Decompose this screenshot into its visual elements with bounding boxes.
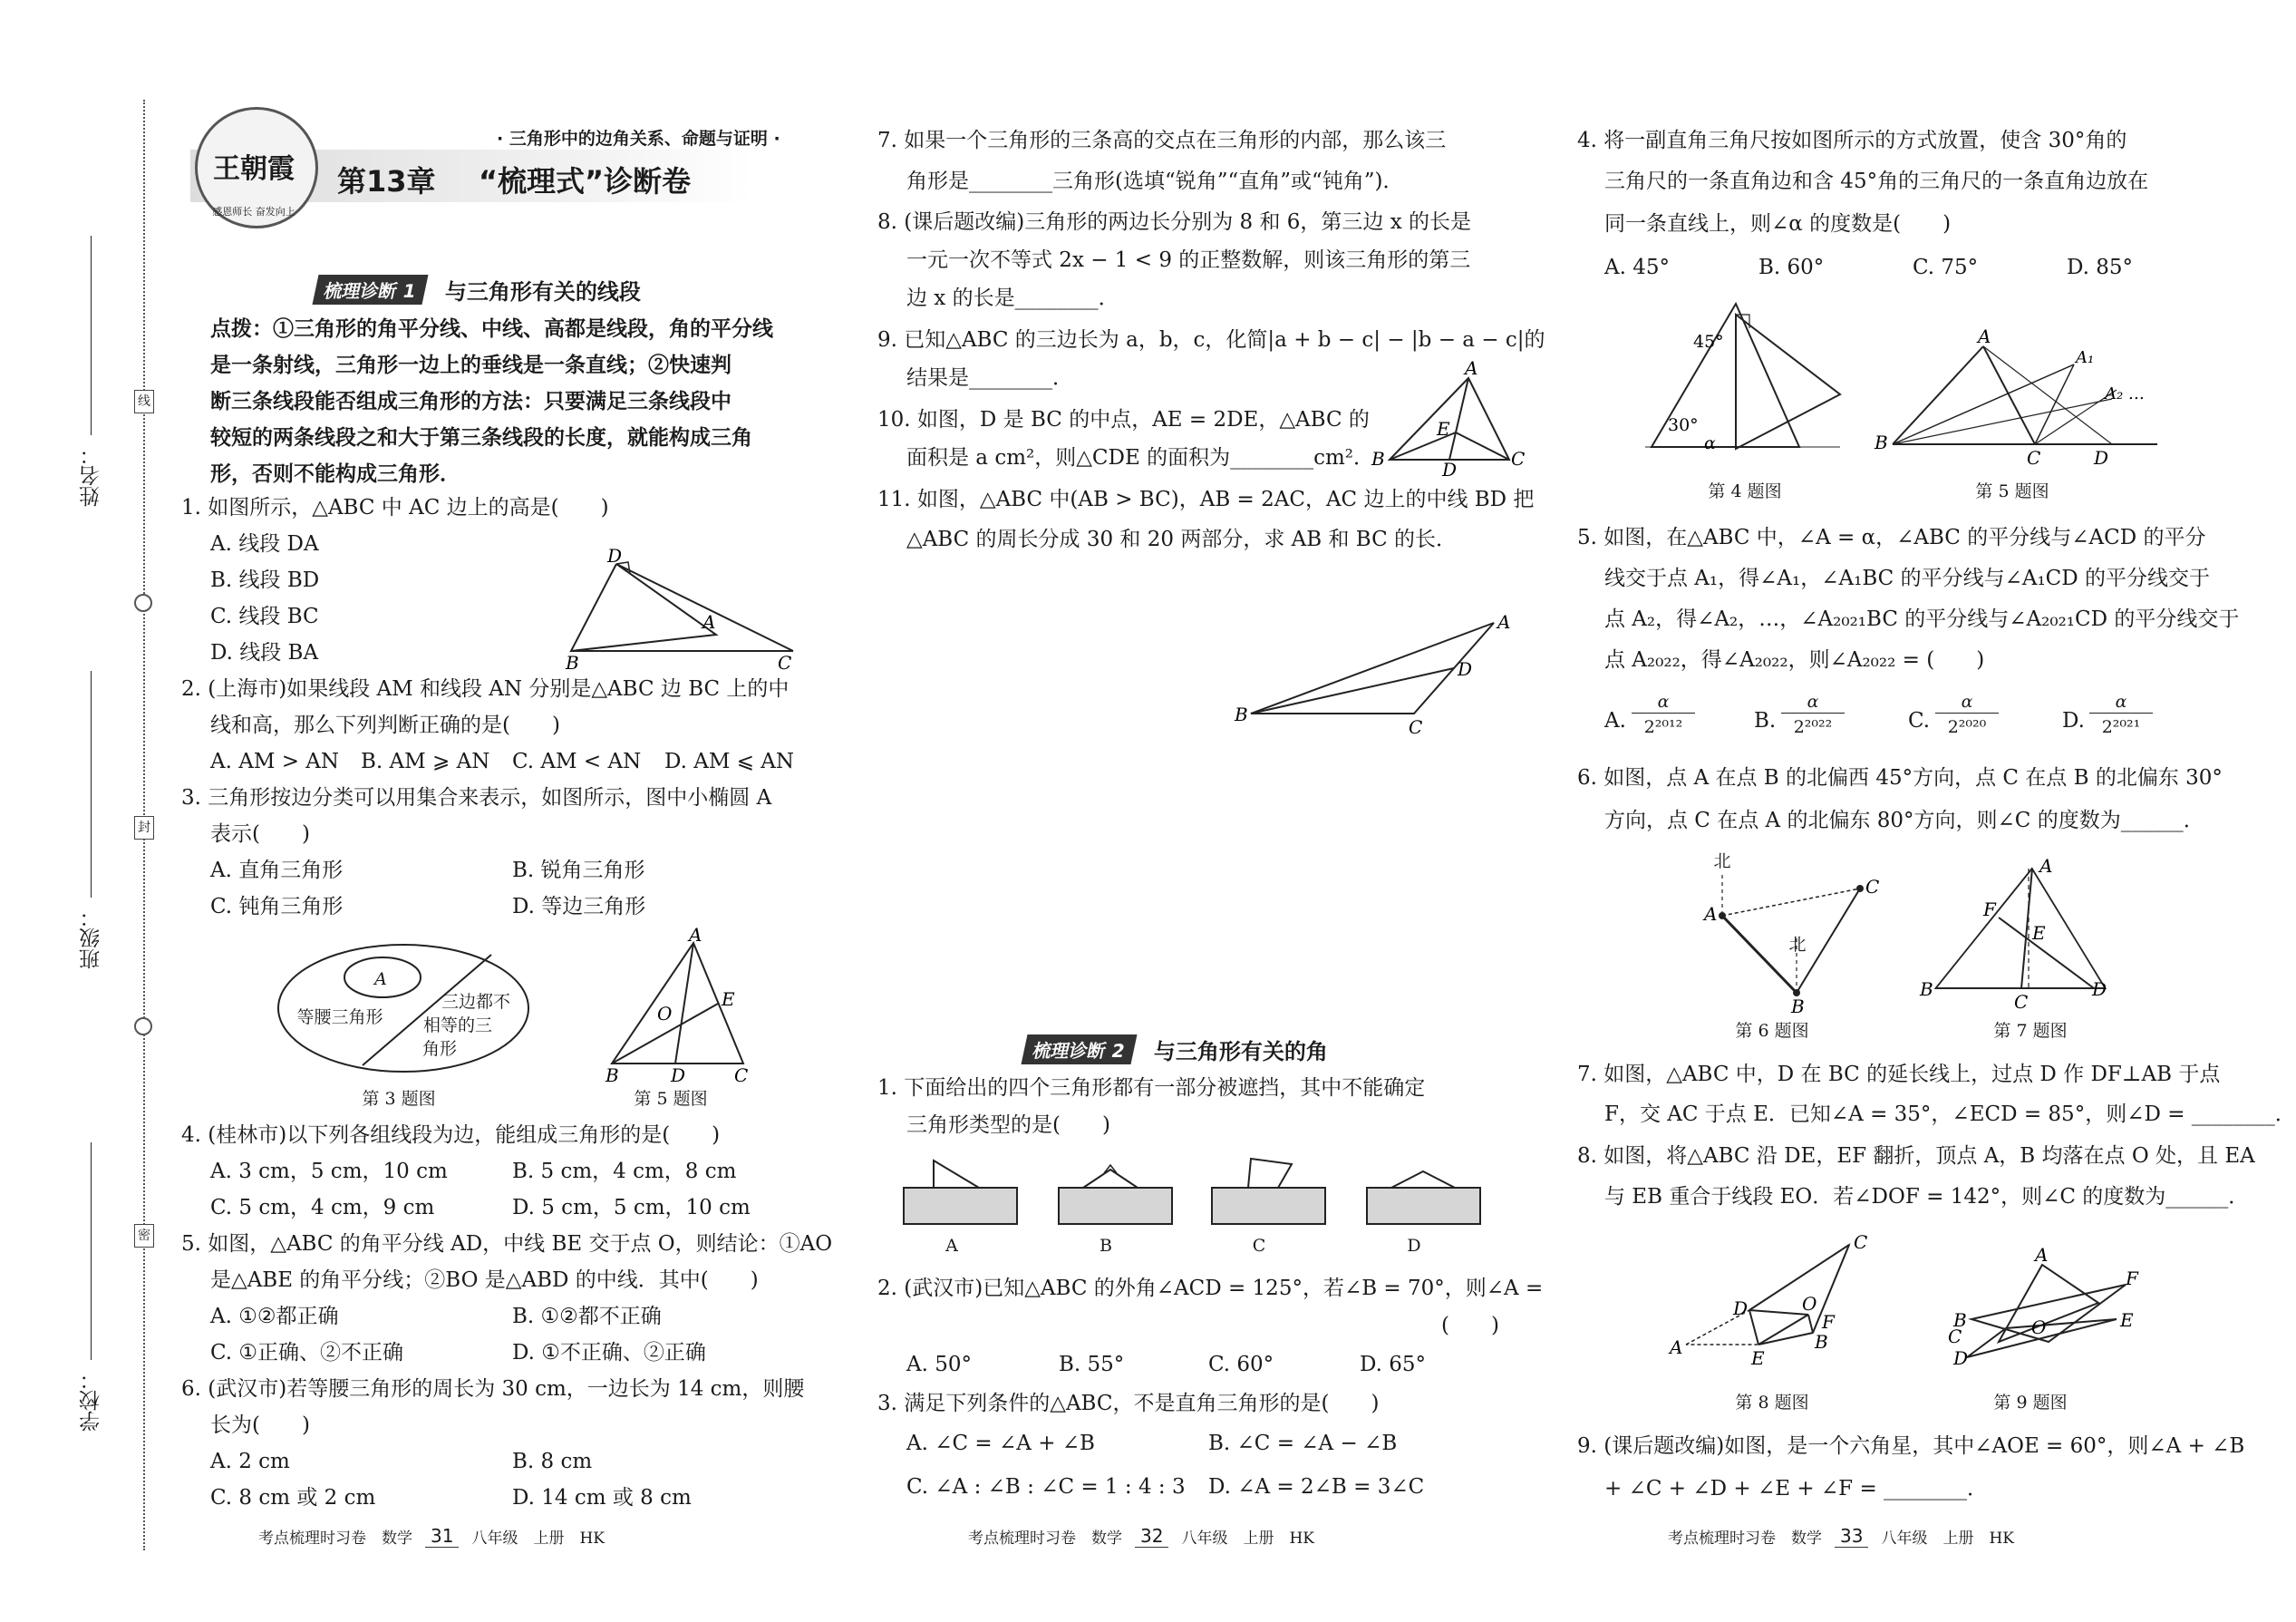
r4-option-b[interactable]: B. 60° — [1758, 256, 1825, 279]
fig3-label-a: A — [374, 969, 387, 989]
svg-text:B: B — [1953, 1309, 1967, 1331]
svg-text:D: D — [1458, 658, 1473, 680]
q2-line2: 线和高，那么下列判断正确的是( ) — [210, 714, 560, 737]
s2q1-line2: 三角形类型的是( ) — [906, 1113, 1110, 1137]
s2q2-option-a[interactable]: A. 50° — [906, 1353, 972, 1376]
svg-text:A: A — [1704, 903, 1718, 925]
r9-line2: + ∠C + ∠D + ∠E + ∠F = ________． — [1604, 1477, 1989, 1501]
r5-num: α — [1781, 691, 1845, 714]
fig6-bearing — [1686, 848, 1885, 1015]
page-number: 33 — [1835, 1525, 1868, 1548]
svg-text:A: A — [1978, 325, 1991, 347]
svg-text:A: A — [1670, 1336, 1683, 1358]
svg-text:F: F — [1822, 1311, 1835, 1333]
s2q3-option-d[interactable]: D. ∠A = 2∠B = 3∠C — [1208, 1475, 1425, 1499]
tip-line: 较短的两条线段之和大于第三条线段的长度，就能构成三角 — [210, 425, 752, 450]
q1-option-c[interactable]: C. 线段 BC — [210, 605, 319, 628]
svg-text:A₁: A₁ — [2076, 348, 2095, 367]
r5-num: α — [1935, 691, 1999, 714]
svg-text:E: E — [722, 988, 735, 1010]
fig3-label-iso: 等腰三角形 — [296, 1007, 383, 1027]
q3-option-d[interactable]: D. 等边三角形 — [512, 895, 646, 918]
s2q2-line1: 2. (武汉市)已知△ABC 的外角∠ACD = 125°，若∠B = 70°，则∠A = — [877, 1277, 1544, 1300]
school-label: 学校： — [80, 1369, 103, 1432]
svg-text:D: D — [607, 545, 623, 567]
footer-right: 八年级 上册 HK — [1181, 1530, 1314, 1548]
section-title: 与三角形有关的线段 — [444, 279, 641, 305]
page-number: 32 — [1135, 1525, 1168, 1548]
svg-text:F: F — [2126, 1267, 2138, 1289]
q8-line1: 8. (课后题改编)三角形的两边长分别为 8 和 6，第三边 x 的长是 — [877, 210, 1471, 234]
svg-text:A₂ …: A₂ … — [2105, 384, 2145, 403]
svg-text:30°: 30° — [1668, 415, 1699, 435]
r5-den-b: 2²⁰²² — [1793, 717, 1833, 737]
tip-line: 是一条射线，三角形一边上的垂线是一条直线；②快速判 — [210, 353, 731, 377]
q6-option-a[interactable]: A. 2 cm — [210, 1450, 290, 1473]
page-title: “梳理式”诊断卷 — [479, 164, 692, 199]
binding-hole-icon — [134, 594, 152, 612]
r7-line2: F，交 AC 于点 E．已知∠A = 35°，∠ECD = 85°，则∠D = ________． — [1604, 1102, 2296, 1126]
svg-text:C: C — [2027, 447, 2041, 469]
r4-line2: 三角尺的一条直角边和含 45°角的三角尺的一条直角边放在 — [1604, 170, 2149, 193]
r6-line1: 6. 如图，点 A 在点 B 的北偏西 45°方向，点 C 在点 B 的北偏东 30° — [1577, 766, 2223, 790]
svg-text:A: A — [689, 924, 702, 946]
fig5-left-caption: 第 5 题图 — [634, 1089, 708, 1109]
s2q3-stem: 3. 满足下列条件的△ABC，不是直角三角形的是( ) — [877, 1392, 1380, 1415]
fig9-hexagram — [1944, 1244, 2144, 1374]
q3-option-b[interactable]: B. 锐角三角形 — [512, 859, 645, 882]
s2q3-option-c[interactable]: C. ∠A : ∠B : ∠C = 1 : 4 : 3 — [906, 1475, 1186, 1499]
page-number: 31 — [425, 1525, 459, 1548]
q11-figure — [1233, 603, 1523, 739]
q6-line1: 6. (武汉市)若等腰三角形的周长为 30 cm，一边长为 14 cm，则腰 — [181, 1377, 805, 1401]
q9-line1: 9. 已知△ABC 的三边长为 a，b，c，化简|a + b − c| − |b − a − c|的 — [877, 328, 1545, 352]
q2-line1: 2. (上海市)如果线段 AM 和线段 AN 分别是△ABC 边 BC 上的中 — [181, 677, 790, 701]
binding-hole-icon — [134, 1017, 152, 1035]
header-topics: · 三角形中的边角关系、命题与证明 · — [497, 129, 780, 149]
fig8-caption: 第 8 题图 — [1735, 1393, 1809, 1413]
svg-text:C: C — [1948, 1326, 1962, 1347]
s2q1-label-b[interactable]: B — [1100, 1236, 1112, 1256]
svg-text:F: F — [1983, 898, 1996, 920]
r5-den-d: 2²⁰²¹ — [2101, 717, 2141, 737]
footer-left: 考点梳理时习卷 数学 — [258, 1530, 412, 1548]
r5-line4: 点 A₂₀₂₂，得∠A₂₀₂₂，则∠A₂₀₂₂ = ( ) — [1604, 648, 1985, 672]
fig5-right-caption: 第 5 题图 — [1975, 481, 2049, 501]
svg-text:α: α — [1704, 433, 1716, 453]
svg-text:C: C — [1854, 1231, 1868, 1253]
q4-option-c[interactable]: C. 5 cm，4 cm，9 cm — [210, 1196, 435, 1219]
q1-option-a[interactable]: A. 线段 DA — [210, 532, 319, 556]
q4-option-a[interactable]: A. 3 cm，5 cm，10 cm — [210, 1160, 448, 1183]
fig3-caption: 第 3 题图 — [362, 1089, 436, 1109]
q2-option-b[interactable]: B. AM ⩾ AN — [361, 750, 490, 773]
svg-text:C: C — [2014, 991, 2029, 1013]
svg-text:D: D — [1733, 1297, 1749, 1319]
r4-option-c[interactable]: C. 75° — [1913, 256, 1979, 279]
tip-line: 形，否则不能构成三角形． — [210, 461, 460, 486]
r7-line1: 7. 如图，△ABC 中，D 在 BC 的延长线上，过点 D 作 DF⊥AB 于点 — [1577, 1063, 2221, 1086]
r5-line1: 5. 如图，在△ABC 中，∠A = α，∠ABC 的平分线与∠ACD 的平分 — [1577, 526, 2206, 549]
fig8-figure — [1668, 1229, 1885, 1369]
q3-line2: 表示( ) — [210, 822, 310, 846]
r5-option-c[interactable]: C. — [1908, 709, 1931, 733]
s2q2-option-c[interactable]: C. 60° — [1208, 1353, 1274, 1376]
footer-right: 八年级 上册 HK — [1881, 1530, 2014, 1548]
svg-text:E: E — [1437, 418, 1450, 440]
svg-text:B: B — [605, 1064, 619, 1086]
q2-option-d[interactable]: D. AM ⩽ AN — [664, 750, 795, 773]
svg-text:D: D — [671, 1064, 686, 1086]
svg-text:45°: 45° — [1693, 332, 1724, 352]
q4-option-b[interactable]: B. 5 cm，4 cm，8 cm — [512, 1160, 737, 1183]
q8-line3: 边 x 的长是________． — [906, 287, 1119, 310]
q10-line2: 面积是 a cm²，则△CDE 的面积为________cm²． — [906, 446, 1374, 470]
section-2-header — [1024, 1034, 1328, 1065]
svg-text:B: B — [1920, 978, 1933, 1000]
svg-text:C: C — [734, 1064, 749, 1086]
q1-stem: 1. 如图所示，△ABC 中 AC 边上的高是( ) — [181, 496, 609, 520]
q2-option-a[interactable]: A. AM > AN — [210, 750, 340, 773]
footer-right: 八年级 上册 HK — [471, 1530, 605, 1548]
fig6-north-a: 北 — [1713, 851, 1731, 871]
r5-line2: 线交于点 A₁，得∠A₁，∠A₁BC 的平分线与∠A₁CD 的平分线交于 — [1604, 567, 2211, 590]
q10-figure — [1364, 357, 1526, 481]
footer-page-31 — [258, 1525, 605, 1548]
s2q1-label-a[interactable]: A — [945, 1236, 958, 1256]
r4-option-d[interactable]: D. 85° — [2067, 256, 2134, 279]
svg-text:E: E — [2120, 1309, 2134, 1331]
s2q2-option-d[interactable]: D. 65° — [1360, 1353, 1427, 1376]
svg-text:D: D — [1953, 1347, 1969, 1369]
footer-left: 考点梳理时习卷 数学 — [1668, 1530, 1822, 1548]
svg-text:A: A — [1465, 357, 1478, 379]
s2q1-line1: 1. 下面给出的四个三角形都有一部分被遮挡，其中不能确定 — [877, 1076, 1426, 1100]
logo-text: 王朝霞 — [213, 153, 295, 185]
s2q1-label-c[interactable]: C — [1252, 1236, 1266, 1256]
q5-option-b[interactable]: B. ①②都不正确 — [512, 1305, 662, 1328]
q6-option-b[interactable]: B. 8 cm — [512, 1450, 593, 1473]
q1-option-d[interactable]: D. 线段 BA — [210, 641, 319, 665]
s2q1-label-d[interactable]: D — [1407, 1236, 1421, 1256]
svg-text:C: C — [1511, 448, 1526, 470]
svg-text:E: E — [1751, 1347, 1765, 1369]
seal-mark-seal: 封 — [134, 816, 154, 840]
fig6-north-b: 北 — [1788, 935, 1807, 955]
svg-text:O: O — [2031, 1316, 2047, 1338]
svg-text:D: D — [2094, 447, 2109, 469]
class-label: 班级： — [80, 907, 103, 969]
r6-line2: 方向，点 C 在点 A 的北偏东 80°方向，则∠C 的度数为______． — [1604, 809, 2204, 832]
footer-left: 考点梳理时习卷 数学 — [968, 1530, 1122, 1548]
q3-option-c[interactable]: C. 钝角三角形 — [210, 895, 344, 918]
section-tag: 梳理诊断 1 — [312, 275, 428, 305]
section-tag: 梳理诊断 2 — [1021, 1034, 1137, 1064]
fig7-caption: 第 7 题图 — [1993, 1021, 2068, 1041]
q6-option-c[interactable]: C. 8 cm 或 2 cm — [210, 1486, 376, 1510]
fig9-caption: 第 9 题图 — [1993, 1393, 2068, 1413]
svg-text:C: C — [778, 652, 792, 674]
svg-text:C: C — [1865, 876, 1880, 898]
q5-option-a[interactable]: A. ①②都正确 — [210, 1305, 339, 1328]
section-1-header — [315, 274, 641, 306]
name-blank[interactable] — [91, 236, 92, 435]
seal-mark-line: 线 — [134, 390, 154, 413]
q7-line1: 7. 如果一个三角形的三条高的交点在三角形的内部，那么该三 — [877, 129, 1447, 152]
fig4-set-squares — [1632, 295, 1858, 467]
svg-text:A: A — [2035, 1244, 2049, 1266]
q5-line1: 5. 如图，△ABC 的角平分线 AD，中线 BE 交于点 O，则结论：①AO — [181, 1232, 833, 1256]
r5-option-b[interactable]: B. — [1754, 709, 1777, 733]
q5-option-d[interactable]: D. ①不正确、②正确 — [512, 1341, 706, 1365]
q9-line2: 结果是________． — [906, 366, 1073, 390]
r4-line3: 同一条直线上，则∠α 的度数是( ) — [1604, 212, 1952, 236]
r4-option-a[interactable]: A. 45° — [1604, 256, 1670, 279]
seal-mark-mi: 密 — [134, 1224, 154, 1248]
q3-line1: 3. 三角形按边分类可以用集合来表示，如图所示，图中小椭圆 A — [181, 786, 772, 810]
svg-text:A: A — [1497, 611, 1511, 633]
svg-text:O: O — [1802, 1293, 1817, 1315]
s2q2-option-b[interactable]: B. 55° — [1059, 1353, 1125, 1376]
fig3-label-scalene: 三边都不 — [441, 992, 510, 1012]
q7-line2: 角形是________三角形(选填“锐角”“直角”或“钝角”)． — [906, 170, 1404, 193]
svg-text:D: D — [1442, 459, 1458, 481]
svg-text:A: A — [2039, 855, 2053, 877]
q10-line1: 10. 如图，D 是 BC 的中点，AE = 2DE，△ABC 的 — [877, 408, 1370, 432]
svg-text:B: B — [566, 652, 579, 674]
section-title: 与三角形有关的角 — [1153, 1039, 1328, 1064]
svg-text:B: B — [1875, 432, 1888, 453]
tip-line: 点拨：①三角形的角平分线、中线、高都是线段，角的平分线 — [210, 316, 773, 341]
chapter-number: 第13章 — [337, 164, 436, 199]
q6-option-d[interactable]: D. 14 cm 或 8 cm — [512, 1486, 692, 1510]
fig6-caption: 第 6 题图 — [1735, 1021, 1809, 1041]
svg-text:B: B — [1791, 996, 1805, 1017]
q11-line1: 11. 如图，△ABC 中(AB > BC)，AB = 2AC，AC 边上的中线 BD 把 — [877, 488, 1535, 511]
svg-text:A: A — [702, 611, 716, 633]
r5-num: α — [1632, 691, 1695, 714]
fig7-figure — [1913, 855, 2112, 1015]
logo-sub: 感恩师长 奋发向上 — [212, 206, 295, 218]
fig5-left-figure — [598, 924, 761, 1086]
svg-text:O: O — [657, 1003, 673, 1025]
school-blank[interactable] — [91, 1142, 92, 1360]
q11-line2: △ABC 的周长分成 30 和 20 两部分，求 AB 和 BC 的长． — [906, 528, 1457, 551]
q5-line2: 是△ABE 的角平分线；②BO 是△ABD 的中线．其中( ) — [210, 1268, 759, 1292]
fig3-label-scalene: 相等的三 — [422, 1015, 492, 1035]
r5-den-c: 2²⁰²⁰ — [1947, 717, 1987, 737]
class-blank[interactable] — [91, 671, 92, 898]
tip-line: 断三条线段能否组成三角形的方法：只要满足三条线段中 — [210, 389, 731, 413]
r5-option-d[interactable]: D. — [2062, 709, 2085, 733]
svg-text:E: E — [2032, 922, 2046, 944]
svg-text:B: B — [1815, 1331, 1828, 1353]
r5-line3: 点 A₂，得∠A₂，…，∠A₂₀₂₁BC 的平分线与∠A₂₀₂₁CD 的平分线交于 — [1604, 607, 2240, 631]
r9-line1: 9. (课后题改编)如图，是一个六角星，其中∠AOE = 60°，则∠A + ∠B — [1577, 1434, 2245, 1458]
s2q2-paren: ( ) — [1441, 1314, 1499, 1337]
svg-text:B: B — [1235, 704, 1248, 725]
s2q3-option-a[interactable]: A. ∠C = ∠A + ∠B — [906, 1432, 1095, 1455]
r8-line2: 与 EB 重合于线段 EO．若∠DOF = 142°，则∠C 的度数为______． — [1604, 1185, 2250, 1209]
fig5-right-figure — [1867, 325, 2166, 469]
footer-page-32 — [968, 1525, 1314, 1548]
q1-option-b[interactable]: B. 线段 BD — [210, 568, 320, 592]
name-label: 姓名： — [80, 444, 103, 507]
fig4-caption: 第 4 题图 — [1708, 481, 1782, 501]
svg-text:D: D — [2092, 978, 2107, 1000]
q4-option-d[interactable]: D. 5 cm，5 cm，10 cm — [512, 1196, 751, 1219]
fig3-label-scalene: 角形 — [421, 1039, 457, 1059]
q6-line2: 长为( ) — [210, 1413, 310, 1437]
r8-line1: 8. 如图，将△ABC 沿 DE，EF 翻折，顶点 A，B 均落在点 O 处，且 EA — [1577, 1144, 2255, 1168]
q3-option-a[interactable]: A. 直角三角形 — [210, 859, 344, 882]
q2-option-c[interactable]: C. AM < AN — [512, 750, 642, 773]
footer-page-33 — [1668, 1525, 2014, 1548]
r5-option-a[interactable]: A. — [1604, 709, 1626, 733]
s2q3-option-b[interactable]: B. ∠C = ∠A − ∠B — [1208, 1432, 1398, 1455]
svg-text:B: B — [1371, 448, 1385, 470]
r4-line1: 4. 将一副直角三角尺按如图所示的方式放置，使含 30°角的 — [1577, 129, 2127, 152]
svg-text:C: C — [1409, 716, 1423, 738]
q4-stem: 4. (桂林市)以下列各组线段为边，能组成三角形的是( ) — [181, 1123, 721, 1147]
q1-figure — [553, 544, 816, 674]
q8-line2: 一元一次不等式 2x − 1 < 9 的正整数解，则该三角形的第三 — [906, 248, 1471, 272]
r5-den-a: 2²⁰¹² — [1643, 717, 1683, 737]
r5-num: α — [2089, 691, 2153, 714]
s2q1-figures — [893, 1151, 1491, 1233]
q5-option-c[interactable]: C. ①正确、②不正确 — [210, 1341, 404, 1365]
